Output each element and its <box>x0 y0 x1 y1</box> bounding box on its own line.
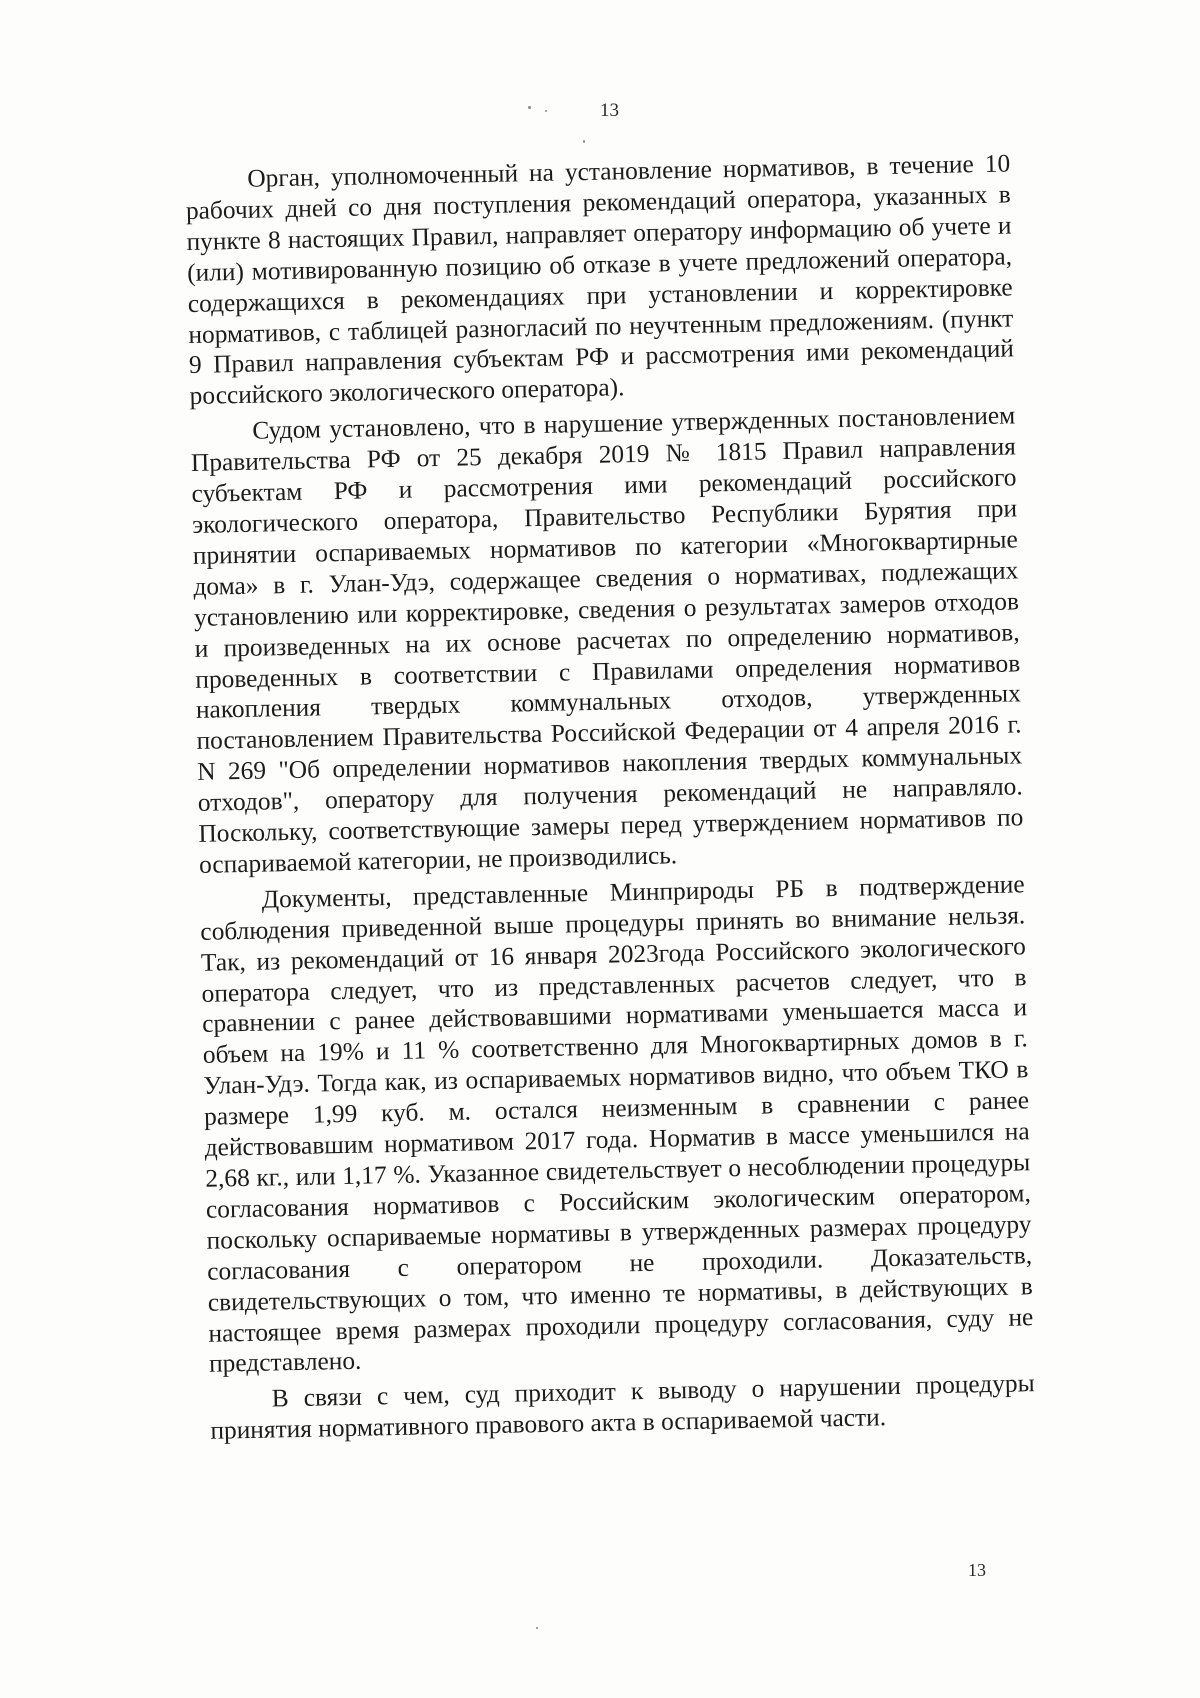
scan-speck <box>583 140 585 143</box>
paragraph-1: Орган, уполномоченный на установление нормативов, в течение 10 рабочих дней со дня поступления рекомендаций оператора, указанных в пункте 8 настоящих Правил, направляет оператору информацию об учете и (или) мотивированную позицию об отказе в учете предложений оператора, содержащихся в рекомендациях при установлении и корректировке нормативов, с таблицей разногласий по неучтенным предложениям. (пункт 9 Правил направления субъектам РФ и рассмотрения ими рекомендаций российского экологического оператора). <box>185 149 1015 411</box>
page-number-bottom: 13 <box>968 1560 986 1580</box>
paragraph-2: Судом установлено, что в нарушение утвержденных постановлением Правительства РФ от 25 декабря 2019 № 1815 Правил направления субъектам РФ и рассмотрения ими рекомендаций российского экологического оператора, Правительство Республики Бурятия при принятии оспариваемых нормативов по категории «Многоквартирные дома» в г. Улан-Удэ, содержащее сведения о нормативах, подлежащих установлению или корректировке, сведения о результатах замеров отходов и произведенных на их основе расчетах по определению нормативов, проведенных в соответствии с Правилами определения нормативов накопления твердых коммунальных отходов, утвержденных постановлением Правительства Российской Федерации от 4 апреля 2016 г. N 269 "Об определении нормативов накопления твердых коммунальных отходов", оператору для получения рекомендаций не направляло. Поскольку, соответствующие замеры перед утверждением нормативов по оспариваемой категории, не производились. <box>190 401 1024 879</box>
scan-speck <box>545 110 547 112</box>
scan-speck <box>536 1627 538 1629</box>
paragraph-3: Документы, представленные Минприроды РБ в подтверждение соблюдения приведенной выше процедуры принять во внимание нельзя. Так, из рекомендаций от 16 января 2023года Российского экологического оператора следует, что из представленных расчетов следует, что в сравнении с ранее действовавшими нормативами уменьшается масса и объем на 19% и 11 % соответственно для Многоквартирных домов в г. Улан-Удэ. Тогда как, из оспариваемых нормативов видно, что объем ТКО в размере 1,99 куб. м. остался неизменным в сравнении с ранее действовавшим нормативом 2017 года. Норматив в массе уменьшился на 2,68 кг., или 1,17 %. Указанное свидетельствует о несоблюдении процедуры согласования нормативов с Российским экологическим оператором, поскольку оспариваемые нормативы в утвержденных размерах процедуру согласования с оператором не проходили. Доказательств, свидетельствующих о том, что именно те нормативы, в действующих в настоящее время размерах проходили процедуру согласования, суду не представлено. <box>200 870 1034 1379</box>
page-number-top: 13 <box>600 100 619 121</box>
scan-speck <box>528 106 531 109</box>
document-body <box>185 148 1036 1451</box>
paragraph-4: В связи с чем, суд приходит к выводу о нарушении процедуры принятия нормативного правового акта в оспариваемой части. <box>210 1369 1035 1445</box>
